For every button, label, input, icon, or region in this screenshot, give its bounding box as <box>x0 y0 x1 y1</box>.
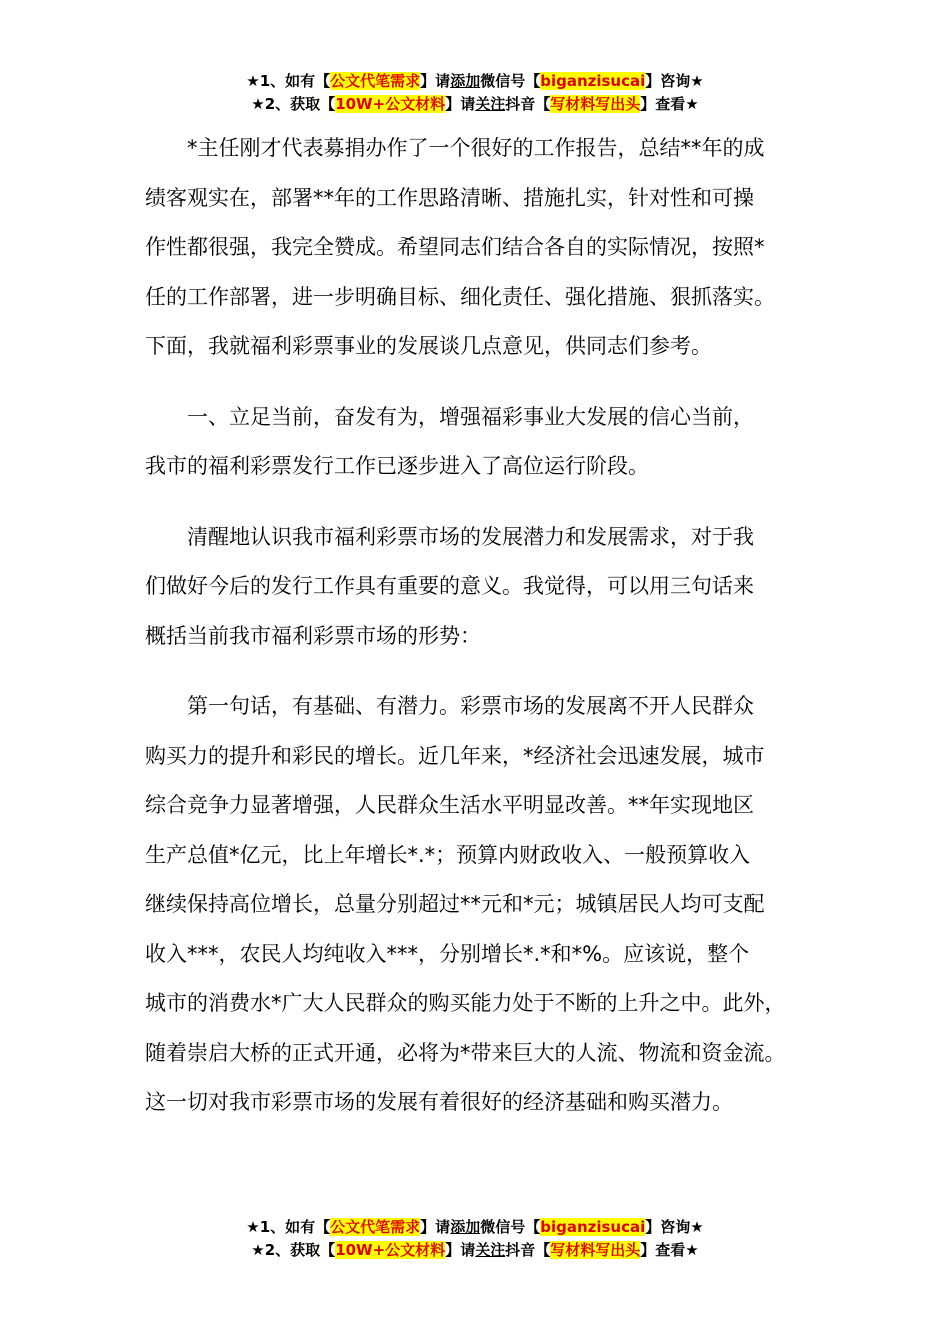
footer-highlight-douyin-account: 写材料写出头 <box>550 1241 641 1259</box>
document-body <box>145 124 825 1128</box>
highlight-service: 公文代笔需求 <box>330 72 421 90</box>
footer-banner <box>0 1216 950 1262</box>
highlight-materials: 10W+公文材料 <box>335 95 446 113</box>
highlight-wechat-id: biganzisucai <box>540 72 646 90</box>
banner-line-2: ★2、获取【10W+公文材料】请关注抖音【写材料写出头】查看★ <box>251 95 699 113</box>
paragraph-3: 清醒地认识我市福利彩票市场的发展潜力和发展需求，对于我 们做好今后的发行工作具有重要的意义。我觉得，可以用三句话来 概括当前我市福利彩票市场的形势： <box>145 524 754 648</box>
footer-highlight-wechat-id: biganzisucai <box>540 1218 646 1236</box>
banner-line-1: ★1、如有【公文代笔需求】请添加微信号【biganzisucai】咨询★ <box>246 72 704 90</box>
footer-highlight-materials: 10W+公文材料 <box>335 1241 446 1259</box>
footer-banner-line-2: ★2、获取【10W+公文材料】请关注抖音【写材料写出头】查看★ <box>251 1241 699 1259</box>
footer-banner-line-1: ★1、如有【公文代笔需求】请添加微信号【biganzisucai】咨询★ <box>246 1218 704 1236</box>
header-banner <box>0 70 950 116</box>
paragraph-1: *主任刚才代表募捐办作了一个很好的工作报告，总结**年的成 绩客观实在，部署**年的工作思路清晰、措施扎实，针对性和可操 作性都很强，我完全赞成。希望同志们结合各自的实际情况，按照* 任的工作部署，进一步明确目标、细化责任、强化措施、狠抓落实。 下面，我就福利彩票事业的发展谈几点意见，供同志们参考。 <box>145 136 775 358</box>
highlight-douyin-account: 写材料写出头 <box>550 95 641 113</box>
paragraph-2: 一、立足当前，奋发有为，增强福彩事业大发展的信心当前， 我市的福利彩票发行工作已逐步进入了高位运行阶段。 <box>145 404 754 478</box>
footer-highlight-service: 公文代笔需求 <box>330 1218 421 1236</box>
paragraph-4: 第一句话，有基础、有潜力。彩票市场的发展离不开人民群众 购买力的提升和彩民的增长。近几年来，*经济社会迅速发展，城市 综合竞争力显著增强，人民群众生活水平明显改善。**年实现地区 生产总值*亿元，比上年增长*.*；预算内财政收入、一般预算收入 继续保持高位增长，总量分别超过**元和*元；城镇居民人均可支配 收入***，农民人均纯收入***，分别增长*.*和*%。应该说，整个 城市的消费水*广大人民群众的购买能力处于不断的上升之中。此外， 随着崇启大桥的正式开通，必将为*带来巨大的人流、物流和资金流。 这一切对我市彩票市场的发展有着很好的经济基础和购买潜力。 <box>145 694 786 1114</box>
